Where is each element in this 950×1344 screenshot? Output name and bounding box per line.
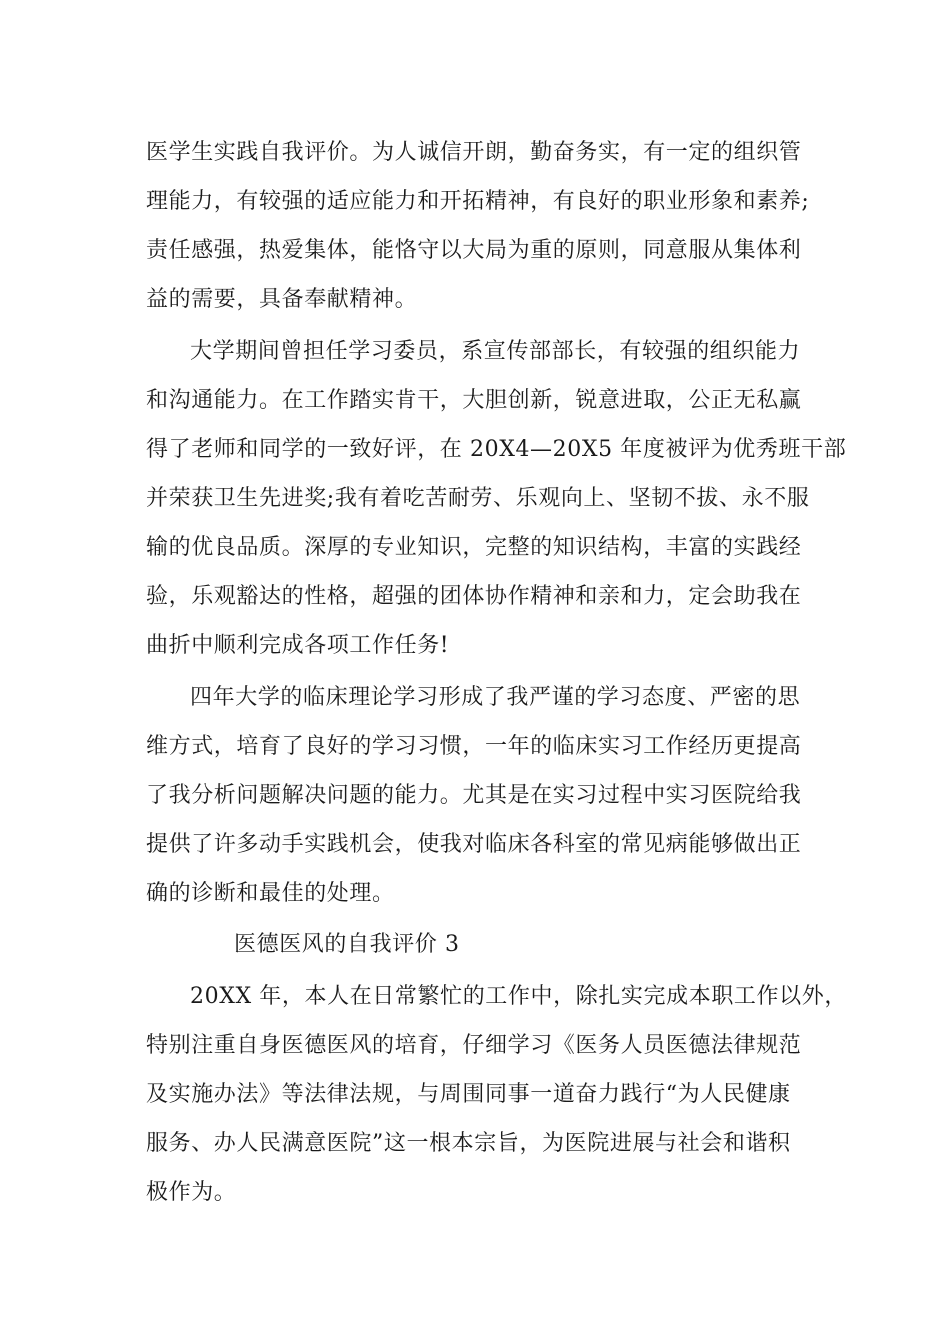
paragraph-4-line-4: 服务、办人民满意医院”这一根本宗旨，为医院进展与社会和谐积	[146, 1131, 791, 1156]
paragraph-4-line-3: 及实施办法》等法律法规，与周围同事一道奋力践行“为人民健康	[146, 1082, 791, 1107]
paragraph-1-line-2: 理能力，有较强的适应能力和开拓精神，有良好的职业形象和素养;	[146, 189, 810, 214]
paragraph-4-line-1: 20XX 年，本人在日常繁忙的工作中，除扎实完成本职工作以外，	[190, 984, 847, 1009]
paragraph-4-line-5: 极作为。	[146, 1180, 237, 1205]
paragraph-1-line-1: 医学生实践自我评价。为人诚信开朗，勤奋务实，有一定的组织管	[146, 140, 802, 165]
paragraph-4-line-2: 特别注重自身医德医风的培育，仔细学习《医务人员医德法律规范	[146, 1033, 802, 1058]
paragraph-2-line-5: 输的优良品质。深厚的专业知识，完整的知识结构，丰富的实践经	[146, 535, 802, 560]
paragraph-3-line-1: 四年大学的临床理论学习形成了我严谨的学习态度、严密的思	[190, 685, 801, 710]
paragraph-3-line-3: 了我分析问题解决问题的能力。尤其是在实习过程中实习医院给我	[146, 783, 802, 808]
paragraph-3-line-2: 维方式，培育了良好的学习习惯，一年的临床实习工作经历更提高	[146, 734, 802, 759]
section-heading: 医德医风的自我评价 3	[234, 932, 460, 957]
paragraph-2-line-1: 大学期间曾担任学习委员，系宣传部部长，有较强的组织能力	[190, 339, 801, 364]
paragraph-2-line-6: 验，乐观豁达的性格，超强的团体协作精神和亲和力，定会助我在	[146, 584, 802, 609]
paragraph-2-line-2: 和沟通能力。在工作踏实肯干，大胆创新，锐意进取，公正无私赢	[146, 388, 802, 413]
paragraph-3-line-5: 确的诊断和最佳的处理。	[146, 881, 395, 906]
paragraph-3-line-4: 提供了许多动手实践机会，使我对临床各科室的常见病能够做出正	[146, 832, 802, 857]
paragraph-1-line-4: 益的需要，具备奉献精神。	[146, 287, 418, 312]
paragraph-2-line-4: 并荣获卫生先进奖;我有着吃苦耐劳、乐观向上、坚韧不拔、永不服	[146, 486, 810, 511]
paragraph-1-line-3: 责任感强，热爱集体，能恪守以大局为重的原则，同意服从集体利	[146, 238, 802, 263]
paragraph-2-line-7: 曲折中顺利完成各项工作任务!	[146, 633, 450, 658]
paragraph-2-line-3: 得了老师和同学的一致好评，在 20X4—20X5 年度被评为优秀班干部	[146, 437, 847, 462]
